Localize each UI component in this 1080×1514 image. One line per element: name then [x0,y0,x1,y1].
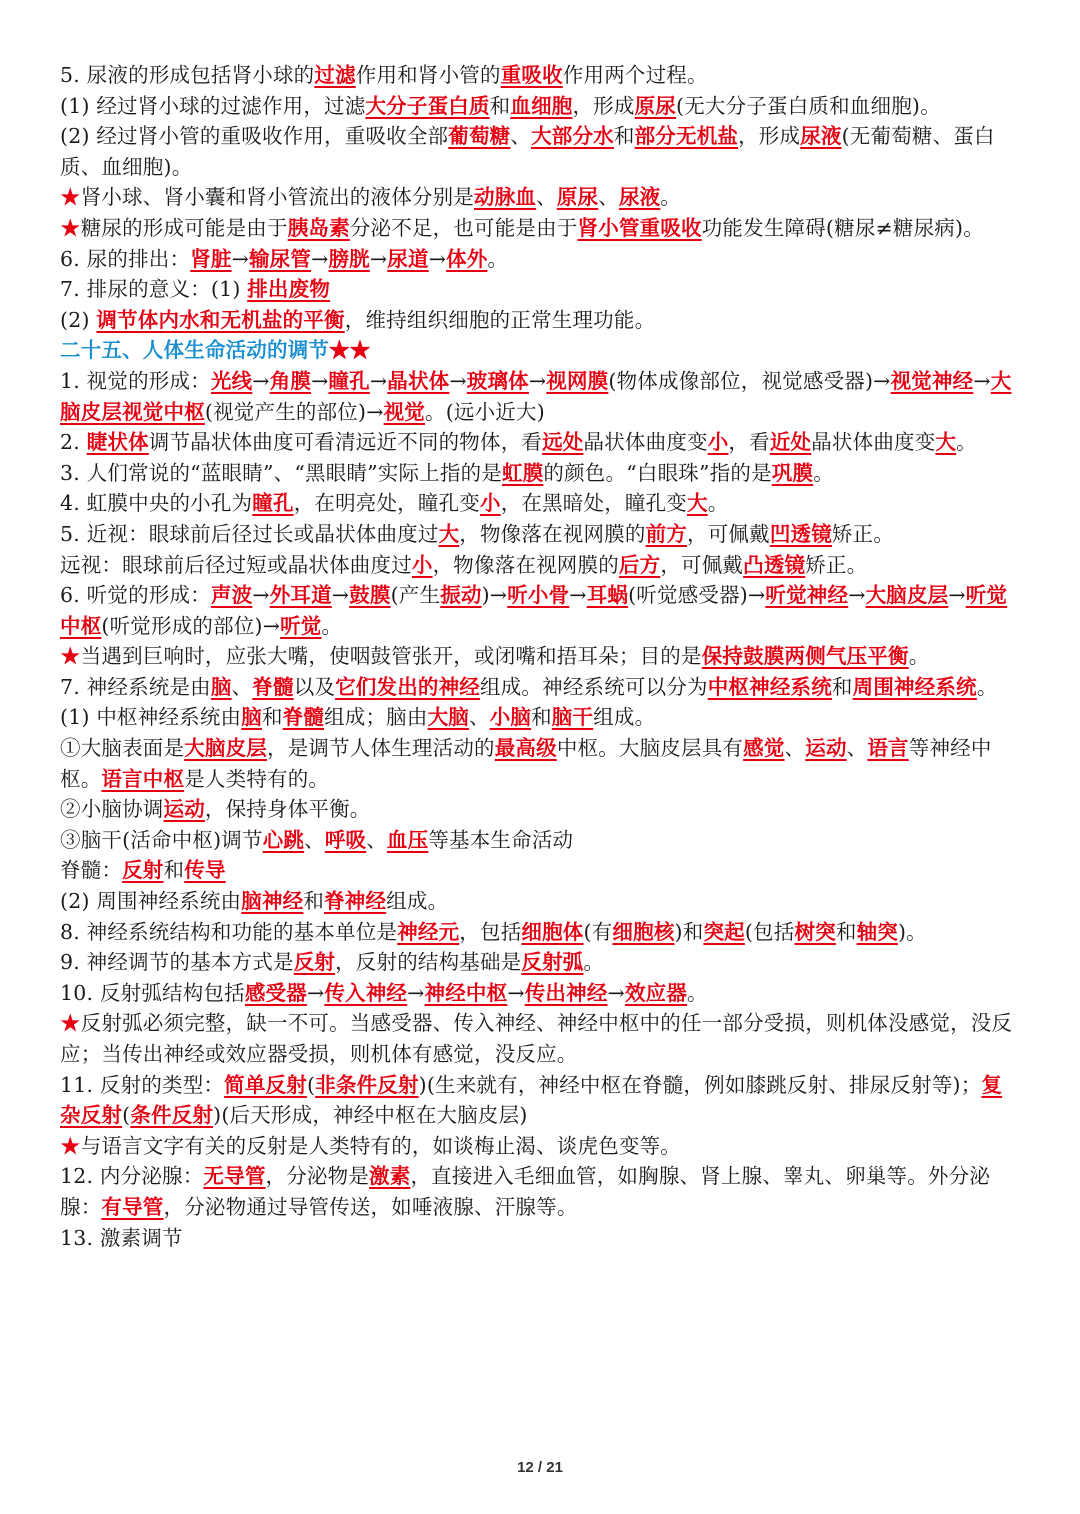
text-line [60,1070,1020,1131]
text-segment: 。(远小近大) [425,399,545,424]
text-segment: 作用和肾小管的 [355,63,501,87]
star-icon: ★ [60,644,81,669]
text-segment: ②小脑协调 [60,797,164,822]
keyword: 振动 [440,583,482,608]
text-segment: ，在明亮处，瞳孔变 [293,491,480,516]
text-segment: 、 [366,827,387,852]
star-icon: ★ [60,1133,81,1158]
keyword: 效应器 [624,980,688,1005]
keyword: 反射 [122,858,164,883]
keyword: 感受器 [244,980,307,1005]
text-line [60,182,1020,213]
keyword: 部分无机盐 [634,124,739,149]
text-segment: 组成。神经系统可以分为 [480,674,708,699]
keyword: 小 [707,430,729,455]
text-line [60,91,1020,122]
keyword: 听觉 [280,613,322,638]
keyword: 脊髓 [252,674,294,699]
text-line [60,60,1020,91]
text-segment: 是人类特有的。 [184,766,330,791]
text-segment: 。 [487,246,509,271]
text-segment: 作用两个过程。 [562,63,708,87]
keyword: 突起 [703,919,745,944]
document-body [60,60,1020,1253]
keyword: 大脑 [427,705,469,730]
text-line [60,886,1020,917]
keyword: 大部分水 [531,124,614,149]
text-segment: 、 [468,705,490,730]
keyword: 听觉神经 [765,583,849,608]
keyword: 肾脏 [190,246,232,271]
text-segment: 1. 视觉的形成： [60,368,211,393]
text-line [60,366,1020,427]
text-segment: 、 [846,736,868,761]
keyword: 尿液 [618,185,661,210]
keyword: 血细胞 [510,93,573,118]
text-segment: 5. 近视：眼球前后径过长或晶状体曲度过 [60,521,439,546]
text-segment: 3. 人们常说的“蓝眼睛”、“黑眼睛”实际上指的是 [60,460,502,485]
text-segment: 。 [956,430,977,455]
keyword: 小 [480,491,501,516]
text-segment: → [569,583,587,608]
text-segment: 矫正。 [805,552,868,577]
keyword: 感觉 [743,736,785,761]
text-segment: 晶状体曲度变 [811,430,936,455]
keyword: 视网膜 [546,368,609,393]
keyword: 运动 [805,736,847,761]
rating-stars: ★★ [329,338,371,363]
keyword: 胰岛素 [287,215,350,240]
text-segment: ，分泌物是 [265,1164,370,1189]
keyword: 心跳 [262,827,305,852]
text-segment: (2) 周围神经系统由 [60,889,242,914]
keyword: 瞳孔 [252,491,294,516]
text-line [60,1161,1020,1222]
text-segment: → [973,368,991,393]
text-line [60,641,1020,672]
text-segment: ，包括 [459,919,522,944]
text-segment: 组成；脑由 [324,705,428,730]
keyword: 条件反射 [130,1103,214,1128]
text-segment: 和 [489,93,511,118]
text-segment: → [369,368,388,393]
text-segment: 6. 尿的排出： [60,246,191,271]
keyword: 细胞核 [612,919,675,944]
keyword: 周围神经系统 [852,674,977,699]
text-segment: ，维持组织细胞的正常生理功能。 [344,307,656,332]
text-segment: )和 [674,919,704,944]
text-segment: 和 [831,674,853,699]
keyword: 神经元 [397,919,460,944]
text-line [60,244,1020,275]
keyword: 动脉血 [474,185,537,210]
keyword: 呼吸 [324,827,367,852]
keyword: 无导管 [203,1164,266,1189]
text-segment: )→ [481,583,508,608]
keyword: 过滤 [314,63,356,87]
keyword: 反射弧 [521,950,584,975]
text-segment: 11. 反射的类型： [60,1072,225,1097]
text-segment: ，形成 [738,124,801,149]
keyword: 外耳道 [269,583,332,608]
keyword: 原尿 [556,185,599,210]
text-segment: 。 [707,491,729,516]
text-segment: (1) 中枢神经系统由 [60,705,242,730]
text-segment: 中枢。大脑皮层具有 [556,736,744,761]
text-segment: 、 [598,185,619,210]
keyword: 肾小管重吸收 [577,215,702,240]
text-segment: )(生来就有，神经中枢在脊髓，例如膝跳反射、排尿反射等)； [418,1072,982,1097]
text-segment: 4. 虹膜中央的小孔为 [60,491,253,516]
text-segment: 。 [813,460,834,485]
keyword: 有导管 [101,1194,164,1219]
text-line [60,458,1020,489]
keyword: 巩膜 [771,460,814,485]
keyword: 葡萄糖 [448,124,511,149]
text-segment: 7. 排尿的意义：(1) [60,277,248,302]
text-segment: 5. 尿液的形成包括肾小球的 [60,63,315,87]
text-segment: ，是调节人体生理活动的 [267,736,495,761]
text-line [60,1131,1020,1162]
text-segment: ，直接进入毛细血管，如胸腺、肾上腺、睾丸、卵巢等。外分泌腺： [60,1164,991,1219]
text-segment: 当遇到巨响时，应张大嘴，使咽鼓管张开，或闭嘴和捂耳朵；目的是 [80,644,702,669]
text-segment: (听觉形成的部位)→ [101,613,281,638]
text-segment: (听觉感受器)→ [628,583,766,608]
text-segment: ( [122,1103,131,1128]
text-segment: (无大分子蛋白质和血细胞)。 [676,93,941,118]
section-heading-text: 二十五、人体生命活动的调节 [60,338,330,363]
keyword: 脑 [210,674,232,699]
text-segment: → [369,246,388,271]
keyword: 输尿管 [248,246,312,271]
keyword: 玻璃体 [466,368,529,393]
text-segment: 9. 神经调节的基本方式是 [60,950,294,975]
keyword: 小 [411,552,433,577]
text-segment: ，在黑暗处，瞳孔变 [500,491,688,516]
keyword: 大 [935,430,957,455]
text-segment: )。 [897,919,927,944]
text-segment: 。 [908,644,930,669]
text-segment: (视觉产生的部位)→ [204,399,384,424]
text-segment: 7. 神经系统是由 [60,674,211,699]
text-segment: (无葡萄糖、蛋白质、血细胞)。 [60,124,995,179]
keyword: 体外 [446,246,488,271]
keyword: 大脑皮层 [184,736,268,761]
text-segment: 分泌不足，也可能是由于 [349,215,578,240]
keyword: 听小骨 [507,583,570,608]
text-segment: 等神经中枢。 [60,736,992,791]
text-segment: 等基本生命活动 [428,827,574,852]
text-segment: 、 [536,185,557,210]
text-segment: 、 [231,674,253,699]
keyword: 声波 [210,583,253,608]
text-segment: 晶状体曲度变 [583,430,708,455]
star-icon: ★ [60,1011,81,1036]
text-segment: → [252,368,270,393]
text-segment: ，分泌物通过导管传送，如唾液腺、汗腺等。 [163,1194,578,1219]
text-segment: (有 [583,919,613,944]
keyword: 膀胱 [328,246,370,271]
page-number: 12 / 21 [517,1459,563,1476]
keyword: 角膜 [269,368,312,393]
text-segment: → [306,980,325,1005]
keyword: 激素 [369,1164,411,1189]
text-segment: → [331,583,350,608]
text-line [60,519,1020,550]
text-segment: 的颜色。“白眼珠”指的是 [543,460,772,485]
keyword: 脑 [241,705,262,730]
text-segment: 。 [321,613,343,638]
keyword: 瞳孔 [328,368,370,393]
text-segment: ，反射的结构基础是 [335,950,522,975]
keyword: 树突 [794,919,836,944]
text-line [60,305,1020,336]
text-segment: 、 [784,736,806,761]
text-line [60,855,1020,886]
text-segment: → [311,368,329,393]
text-segment: 。 [687,980,708,1005]
keyword: 语言中枢 [101,766,185,791]
text-line [60,1008,1020,1069]
keyword: 视觉 [383,399,425,424]
text-segment: ，物像落在视网膜的 [432,552,619,577]
text-segment: 13. 激素调节 [60,1225,183,1250]
section-heading [60,335,1020,366]
keyword: 鼓膜 [349,583,391,608]
text-segment: → [428,246,447,271]
text-segment: 和 [613,124,635,149]
text-segment: ③脑干(活命中枢)调节 [60,827,263,852]
keyword: 简单反射 [224,1072,307,1097]
text-segment: 组成。 [386,889,449,914]
text-segment: ( [306,1072,316,1097]
text-segment: 。 [583,950,605,975]
keyword: 大 [438,521,460,546]
text-segment: 和 [303,889,325,914]
text-segment: 与语言文字有关的反射是人类特有的，如谈梅止渴、谈虎色变等。 [80,1133,682,1158]
keyword: 调节体内水和无机盐的平衡 [96,307,345,332]
keyword: 尿液 [800,124,842,149]
keyword: 最高级 [494,736,557,761]
text-line [60,427,1020,458]
text-segment: → [311,246,329,271]
text-segment: (2) 经过肾小管的重吸收作用，重吸收全部 [60,124,449,149]
keyword: 轴突 [856,919,898,944]
keyword: 原尿 [634,93,676,118]
text-segment: 、 [304,827,325,852]
text-segment: 和 [835,919,857,944]
text-segment: 。 [660,185,682,210]
keyword: 远处 [542,430,584,455]
keyword: 光线 [210,368,253,393]
text-segment: 组成。 [593,705,656,730]
keyword: 大分子蛋白质 [365,93,490,118]
text-segment: 和 [163,858,185,883]
keyword: 视觉神经 [890,368,974,393]
text-segment: 10. 反射弧结构包括 [60,980,245,1005]
keyword: 近处 [769,430,812,455]
keyword: 复杂反射 [60,1072,1003,1128]
text-line [60,213,1020,244]
keyword: 前方 [645,521,687,546]
text-segment: 和 [261,705,283,730]
text-segment: → [507,980,525,1005]
keyword: 凸透镜 [743,552,806,577]
keyword: 大脑皮层 [865,583,949,608]
text-segment: → [449,368,467,393]
keyword: 尿道 [387,246,429,271]
keyword: 睫状体 [86,430,149,455]
keyword: 神经中枢 [424,980,508,1005]
text-line [60,825,1020,856]
keyword: 反射 [293,950,336,975]
keyword: 脊神经 [324,889,387,914]
text-line [60,733,1020,794]
keyword: 重吸收 [500,63,563,87]
text-segment: → [252,583,270,608]
keyword: 凹透镜 [769,521,832,546]
keyword: 非条件反射 [315,1072,419,1097]
text-segment: → [948,583,966,608]
text-segment: ，形成 [572,93,635,118]
keyword: 大脑皮层视觉中枢 [60,368,1012,424]
text-segment: 、 [510,124,532,149]
keyword: 传入神经 [324,980,408,1005]
keyword: 耳蜗 [586,583,629,608]
text-segment: ，物像落在视网膜的 [459,521,646,546]
keyword: 传导 [184,858,226,883]
keyword: 小脑 [489,705,532,730]
keyword: 中枢神经系统 [707,674,832,699]
text-segment: 和 [531,705,552,730]
text-line [60,947,1020,978]
text-segment: 糖尿的形成可能是由于 [80,215,288,240]
text-line [60,702,1020,733]
keyword: 后方 [618,552,661,577]
keyword: 脊髓 [282,705,325,730]
star-icon: ★ [60,185,81,210]
text-segment: 脊髓： [60,858,123,883]
keyword: 语言 [867,736,909,761]
keyword: 血压 [386,827,429,852]
text-line [60,550,1020,581]
text-segment: ①大脑表面是 [60,736,185,761]
keyword: 它们发出的神经 [335,674,481,699]
text-segment: → [231,246,249,271]
keyword: 大 [687,491,708,516]
text-segment: 以及 [293,674,336,699]
text-segment: 调节晶状体曲度可看清远近不同的物体，看 [148,430,543,455]
text-segment: 肾小球、肾小囊和肾小管流出的液体分别是 [80,185,475,210]
text-segment: ，可佩戴 [687,521,770,546]
text-segment: 远视：眼球前后径过短或晶状体曲度过 [60,552,412,577]
keyword: 晶状体 [387,368,450,393]
text-line [60,672,1020,703]
keyword: 运动 [163,797,205,822]
text-line [60,121,1020,182]
text-segment: → [607,980,625,1005]
text-segment: 6. 听觉的形成： [60,583,211,608]
text-segment: 矫正。 [831,521,895,546]
text-segment: 反射弧必须完整，缺一不可。当感受器、传入神经、神经中枢中的任一部分受损，则机体没感觉，没反应；当传出神经或效应器受损，则机体有感觉，没反应。 [60,1011,1013,1066]
text-segment: ，看 [728,430,770,455]
text-segment: 8. 神经系统结构和功能的基本单位是 [60,919,398,944]
text-segment: → [528,368,547,393]
keyword: 保持鼓膜两侧气压平衡 [701,644,909,669]
text-segment: (产生 [390,583,441,608]
text-line [60,274,1020,305]
star-icon: ★ [60,215,81,240]
text-segment: (物体成像部位，视觉感受器)→ [608,368,891,393]
keyword: 细胞体 [521,919,584,944]
text-segment: 2. [60,430,87,455]
text-line [60,488,1020,519]
keyword: 听觉中枢 [60,583,1008,638]
text-line [60,794,1020,825]
keyword: 脑干 [551,705,594,730]
text-segment: 。 [976,674,998,699]
text-line [60,1223,1020,1254]
text-segment: ，保持身体平衡。 [204,797,371,822]
text-segment: → [407,980,425,1005]
keyword: 虹膜 [502,460,544,485]
text-line [60,917,1020,948]
text-segment: ，可佩戴 [660,552,744,577]
text-segment: (1) 经过肾小球的过滤作用，过滤 [60,93,366,118]
text-segment: (2) [60,307,97,332]
text-line [60,580,1020,641]
keyword: 排出废物 [247,277,331,302]
text-segment: (包括 [744,919,795,944]
text-segment: 功能发生障碍(糖尿≠糖尿病)。 [701,215,984,240]
text-segment: )(后天形成，神经中枢在大脑皮层) [213,1103,528,1128]
keyword: 脑神经 [241,889,304,914]
keyword: 传出神经 [524,980,608,1005]
text-line [60,978,1020,1009]
text-segment: 12. 内分泌腺： [60,1164,204,1189]
text-segment: → [848,583,866,608]
